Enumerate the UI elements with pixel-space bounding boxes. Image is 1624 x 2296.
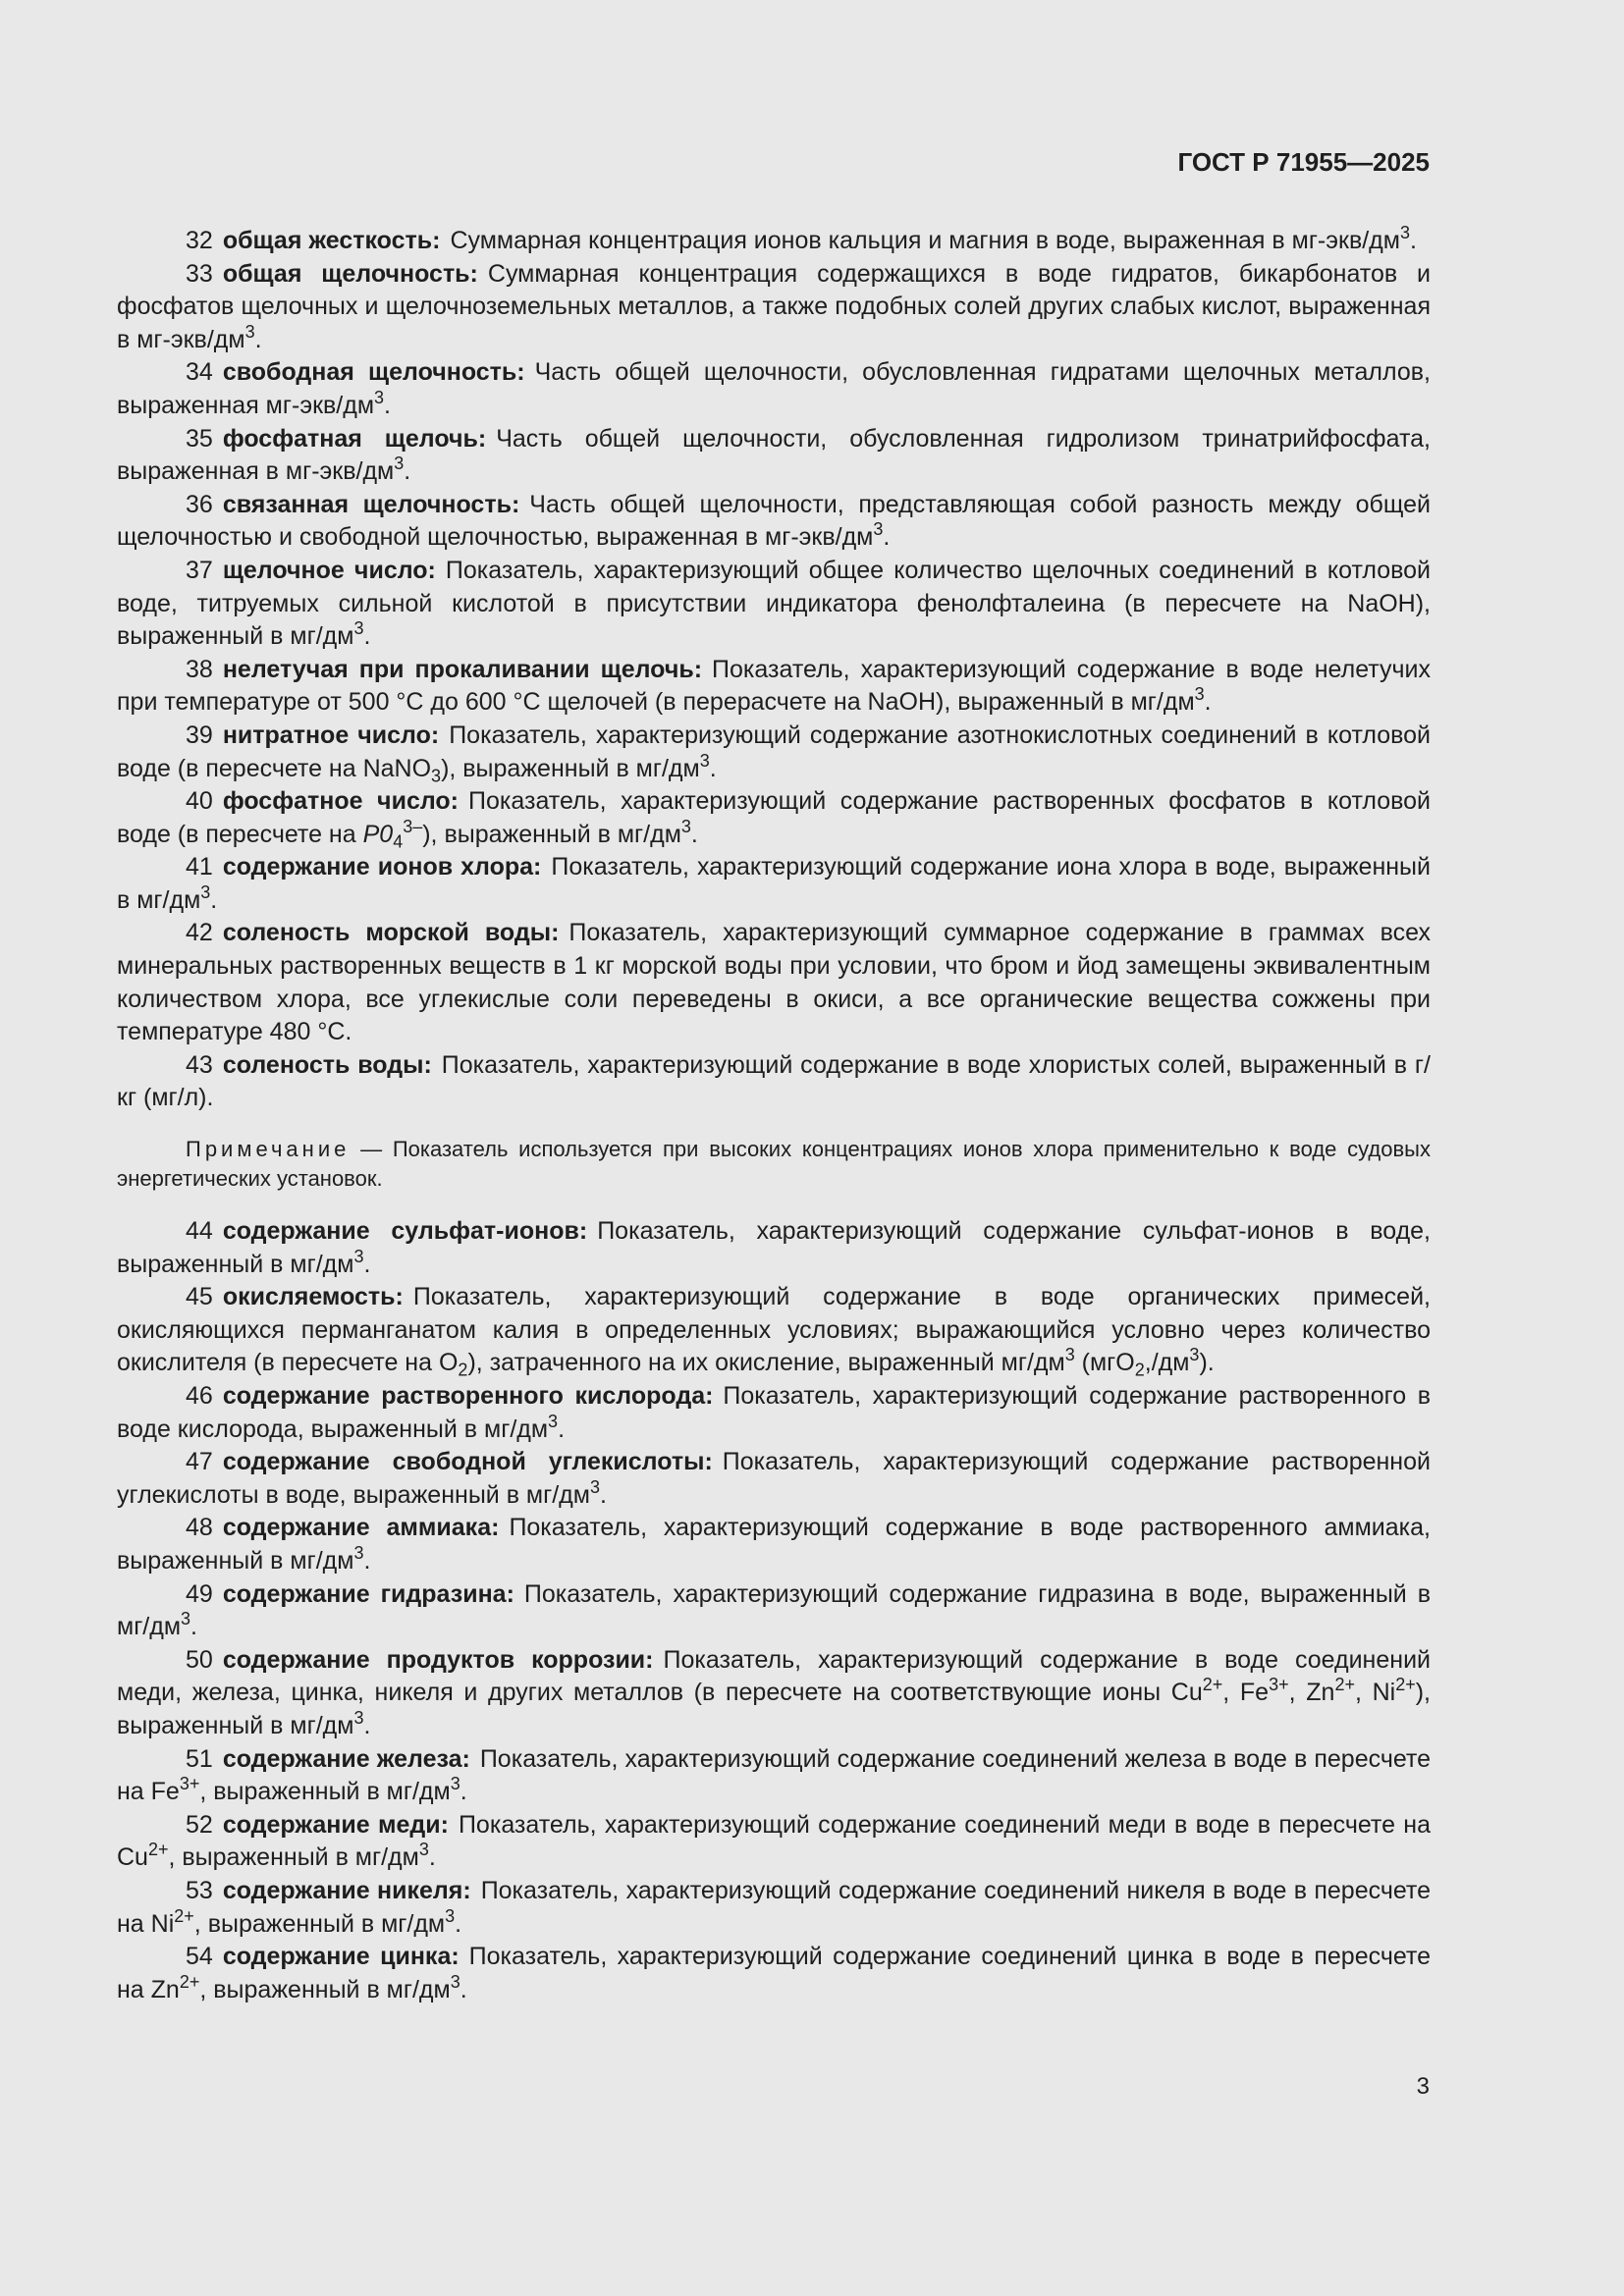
punctuation: . <box>460 1975 467 2003</box>
term-50 <box>117 1644 1431 1743</box>
superscript: 3 <box>1064 1345 1075 1365</box>
term-number: 51 <box>186 1744 213 1773</box>
term-number: 54 <box>186 1943 213 1971</box>
document-id: ГОСТ Р 71955—2025 <box>1177 147 1430 177</box>
term-46 <box>117 1380 1431 1446</box>
term-45 <box>117 1281 1431 1380</box>
term-definition: Показатель, характеризующий содержание растворенной углекислоты в воде, выраженный в мг/дм <box>117 1448 1431 1509</box>
term-definition-cont: , Ni <box>1354 1679 1396 1707</box>
term-number: 37 <box>186 556 213 584</box>
punctuation: . <box>883 523 891 552</box>
term-41 <box>117 851 1431 917</box>
superscript: 3 <box>374 388 385 408</box>
term-name: нелетучая при прокаливании щелочь: <box>222 655 703 683</box>
term-definition: Часть общей щелочности, представляющая собой разность между общей щелочностью и свободной щелочностью, выраженная в мг-экв/дм <box>117 490 1431 552</box>
page-number: 3 <box>1416 2073 1430 2100</box>
term-number: 41 <box>186 853 213 881</box>
term-name: соленость воды: <box>222 1050 432 1079</box>
term-number: 50 <box>186 1645 213 1674</box>
superscript: 3 <box>353 1708 364 1729</box>
superscript: 3 <box>450 1971 460 1992</box>
term-number: 47 <box>186 1448 213 1476</box>
superscript: 2+ <box>1334 1675 1355 1695</box>
punctuation: . <box>210 885 218 914</box>
term-name: содержание меди: <box>222 1810 449 1839</box>
term-44 <box>117 1215 1431 1281</box>
term-definition-cont: , выраженный в мг/дм <box>199 1975 451 2003</box>
subscript: 2 <box>1134 1360 1145 1380</box>
punctuation: . <box>455 1909 462 1938</box>
superscript: 3 <box>699 750 710 771</box>
superscript: 3 <box>548 1411 559 1431</box>
term-definition: Показатель, характеризующий содержание в воде органических примесей, окисляющихся перманганатом калия в определенных условиях; выражающийся условно через количество окислителя (в пересчете на O <box>117 1283 1431 1377</box>
superscript: 2+ <box>1395 1675 1416 1695</box>
term-name: содержание свободной углекислоты: <box>222 1448 713 1476</box>
term-name: свободная щелочность: <box>222 358 525 387</box>
term-53 <box>117 1875 1431 1941</box>
term-name: содержание никеля: <box>222 1876 471 1904</box>
superscript: 3 <box>680 816 691 836</box>
term-38 <box>117 654 1431 720</box>
term-name: общая жесткость: <box>222 227 441 254</box>
subscript: 4 <box>393 831 404 852</box>
term-definition-cont: , выраженный в мг/дм <box>199 1778 451 1806</box>
term-49 <box>117 1578 1431 1644</box>
term-definition-cont: ), выраженный в мг/дм <box>117 1679 1432 1739</box>
term-definition: Суммарная концентрация содержащихся в воде гидратов, бикарбонатов и фосфатов щелочных и щелочноземельных металлов, а также подобных солей других слабых кислот, выраженная в мг-экв/дм <box>117 259 1431 353</box>
term-definition-cont: ), затраченного на их окисление, выраженный мг/дм <box>467 1349 1065 1377</box>
note-text: Показатель используется при высоких концентрациях ионов хлора применительно к воде судовых энергетических установок. <box>117 1137 1431 1192</box>
term-name: содержание продуктов коррозии: <box>222 1645 654 1674</box>
formula: P0 <box>362 820 394 848</box>
term-number: 32 <box>186 227 213 254</box>
term-number: 49 <box>186 1579 213 1608</box>
term-name: связанная щелочность: <box>222 490 520 518</box>
term-definition: Показатель, характеризующий суммарное содержание в граммах всех минеральных растворенных веществ в 1 кг морской воды при условии, что бром и йод замещены эквивалентным количеством хлора, все углекислые соли переведены в окиси, а все органические вещества сожжены при температуре 480 °C. <box>117 919 1431 1046</box>
term-definition: Показатель, характеризующий содержание сульфат-ионов в воде, выраженный в мг/дм <box>117 1217 1432 1278</box>
term-33 <box>117 258 1431 357</box>
term-name: содержание железа: <box>222 1744 470 1773</box>
term-definition: Суммарная концентрация ионов кальция и магния в воде, выраженная в мг-экв/дм <box>450 227 1400 254</box>
term-definition: Часть общей щелочности, обусловленная гидролизом тринатрийфосфата, выраженная в мг-экв/дм <box>117 424 1431 486</box>
term-47 <box>117 1446 1431 1512</box>
term-definition-cont: , Zn <box>1288 1679 1335 1707</box>
superscript: 3+ <box>1269 1675 1289 1695</box>
term-name: содержание ионов хлора: <box>222 853 542 881</box>
superscript: 3 <box>353 1246 364 1266</box>
term-definition: Показатель, характеризующий содержание в воде хлористых солей, выраженный в г/кг (мг/л). <box>117 1050 1431 1112</box>
term-definition-cont: ), выраженный в мг/дм <box>422 820 681 848</box>
term-name: нитратное число: <box>222 721 440 749</box>
term-40 <box>117 785 1431 851</box>
punctuation: . <box>1409 227 1417 254</box>
term-51 <box>117 1743 1431 1809</box>
superscript: 3 <box>1399 223 1410 243</box>
term-number: 43 <box>186 1050 213 1079</box>
punctuation: . <box>363 1711 371 1739</box>
term-number: 33 <box>186 259 213 288</box>
term-name: содержание растворенного кислорода: <box>222 1382 714 1410</box>
superscript: 3 <box>418 1840 429 1860</box>
superscript: 2+ <box>147 1840 169 1860</box>
term-name: окисляемость: <box>222 1283 404 1311</box>
punctuation: . <box>1204 688 1212 717</box>
term-name: общая щелочность: <box>222 259 478 288</box>
term-definition-cont: , выраженный в мг/дм <box>193 1909 446 1938</box>
term-definition: Показатель, характеризующий содержание растворенных фосфатов в котловой воде (в пересчете на <box>117 787 1431 848</box>
punctuation: ). <box>1199 1349 1215 1377</box>
superscript: 3 <box>450 1774 460 1794</box>
term-definition: Показатель, характеризующий содержание иона хлора в воде, выраженный в мг/дм <box>117 853 1431 914</box>
term-number: 39 <box>186 721 213 749</box>
superscript: 3 <box>244 321 255 342</box>
term-number: 45 <box>186 1283 213 1311</box>
term-definition-cont: , Fe <box>1222 1679 1270 1707</box>
term-name: содержание цинка: <box>222 1943 460 1971</box>
term-definition-cont: ,/дм <box>1144 1349 1190 1377</box>
superscript: 2+ <box>1202 1675 1223 1695</box>
term-number: 35 <box>186 424 213 453</box>
superscript: 3+ <box>179 1774 200 1794</box>
term-name: фосфатное число: <box>222 787 459 816</box>
superscript: 3 <box>200 881 211 902</box>
superscript: 2+ <box>174 1905 194 1926</box>
superscript: 2+ <box>179 1971 200 1992</box>
superscript: 3 <box>1189 1345 1200 1365</box>
term-32 <box>117 225 1431 258</box>
term-name: соленость морской воды: <box>222 919 560 947</box>
term-definition: Показатель, характеризующий содержание азотнокислотных соединений в котловой воде (в пересчете на NaNO <box>117 721 1431 782</box>
term-definition-cont: ), выраженный в мг/дм <box>441 754 700 782</box>
punctuation: . <box>404 457 411 486</box>
punctuation: . <box>363 622 371 651</box>
term-definition: Показатель, характеризующий содержание в воде растворенного аммиака, выраженный в мг/дм <box>117 1514 1432 1575</box>
term-number: 40 <box>186 787 213 816</box>
superscript: 3 <box>589 1476 600 1497</box>
term-definition: Показатель, характеризующий содержание соединений железа в воде в пересчете на Fe <box>117 1744 1431 1806</box>
term-definition: Показатель, характеризующий содержание соединений никеля в воде в пересчете на Ni <box>117 1876 1431 1938</box>
term-number: 53 <box>186 1876 213 1904</box>
subscript: 3 <box>431 765 442 785</box>
term-43 <box>117 1049 1431 1115</box>
note-dash: — <box>350 1137 393 1162</box>
term-35 <box>117 423 1431 489</box>
superscript: 3– <box>403 816 423 836</box>
punctuation: . <box>363 1250 371 1278</box>
subscript: 2 <box>458 1360 468 1380</box>
term-number: 44 <box>186 1217 213 1246</box>
superscript: 3 <box>445 1905 456 1926</box>
term-definition-cont: (мгO <box>1074 1349 1135 1377</box>
punctuation: . <box>709 754 717 782</box>
note <box>117 1135 1431 1194</box>
superscript: 3 <box>1194 684 1205 705</box>
term-number: 38 <box>186 655 213 683</box>
term-number: 46 <box>186 1382 213 1410</box>
term-definition: Показатель, характеризующий содержание соединений меди в воде в пересчете на Cu <box>117 1810 1432 1872</box>
punctuation: . <box>384 391 391 419</box>
punctuation: . <box>190 1613 197 1641</box>
superscript: 3 <box>394 454 405 474</box>
term-definition: Показатель, характеризующий содержание растворенного в воде кислорода, выраженный в мг/дм <box>117 1382 1431 1443</box>
term-number: 48 <box>186 1514 213 1542</box>
term-39 <box>117 720 1431 785</box>
term-name: содержание гидразина: <box>222 1579 514 1608</box>
term-number: 34 <box>186 358 213 387</box>
punctuation: . <box>363 1546 371 1575</box>
term-42 <box>117 917 1431 1048</box>
term-number: 42 <box>186 919 213 947</box>
term-definition: Показатель, характеризующий содержание в воде нелетучих при температуре от 500 °C до 600 °C щелочей (в перерасчете на NaOH), выраженный в мг/дм <box>117 655 1431 717</box>
term-48 <box>117 1512 1431 1577</box>
term-number: 36 <box>186 490 213 518</box>
term-name: фосфатная щелочь: <box>222 424 487 453</box>
term-definition: Показатель, характеризующий содержание гидразина в воде, выраженный в мг/дм <box>117 1579 1431 1641</box>
term-number: 52 <box>186 1810 213 1839</box>
term-definition: Показатель, характеризующий общее количество щелочных соединений в котловой воде, титруемых сильной кислотой в присутствии индикатора фенолфталеина (в пересчете на NaOH), выраженный в мг/дм <box>117 556 1431 651</box>
term-definition: Показатель, характеризующий содержание в воде соединений меди, железа, цинка, никеля и других металлов (в пересчете на соответствующие ионы Cu <box>117 1645 1431 1707</box>
term-definition: Показатель, характеризующий содержание соединений цинка в воде в пересчете на Zn <box>117 1943 1431 2003</box>
punctuation: . <box>428 1843 436 1872</box>
punctuation: . <box>690 820 698 848</box>
term-definition: Часть общей щелочности, обусловленная гидратами щелочных металлов, выраженная мг-экв/дм <box>117 358 1431 419</box>
punctuation: . <box>558 1415 566 1443</box>
superscript: 3 <box>181 1609 191 1629</box>
punctuation: . <box>599 1480 607 1509</box>
term-34 <box>117 356 1431 422</box>
note-label: Примечание <box>186 1137 351 1162</box>
terms-list <box>117 225 1431 2006</box>
term-definition-cont: , выраженный в мг/дм <box>168 1843 419 1872</box>
term-name: содержание сульфат-ионов: <box>222 1217 588 1246</box>
superscript: 3 <box>353 618 364 639</box>
term-54 <box>117 1941 1431 2006</box>
term-name: содержание аммиака: <box>222 1514 500 1542</box>
term-36 <box>117 489 1431 555</box>
term-name: щелочное число: <box>222 556 436 584</box>
term-52 <box>117 1809 1431 1875</box>
term-37 <box>117 555 1431 654</box>
punctuation: . <box>254 325 262 353</box>
superscript: 3 <box>353 1543 364 1564</box>
superscript: 3 <box>873 519 884 540</box>
punctuation: . <box>460 1778 467 1806</box>
